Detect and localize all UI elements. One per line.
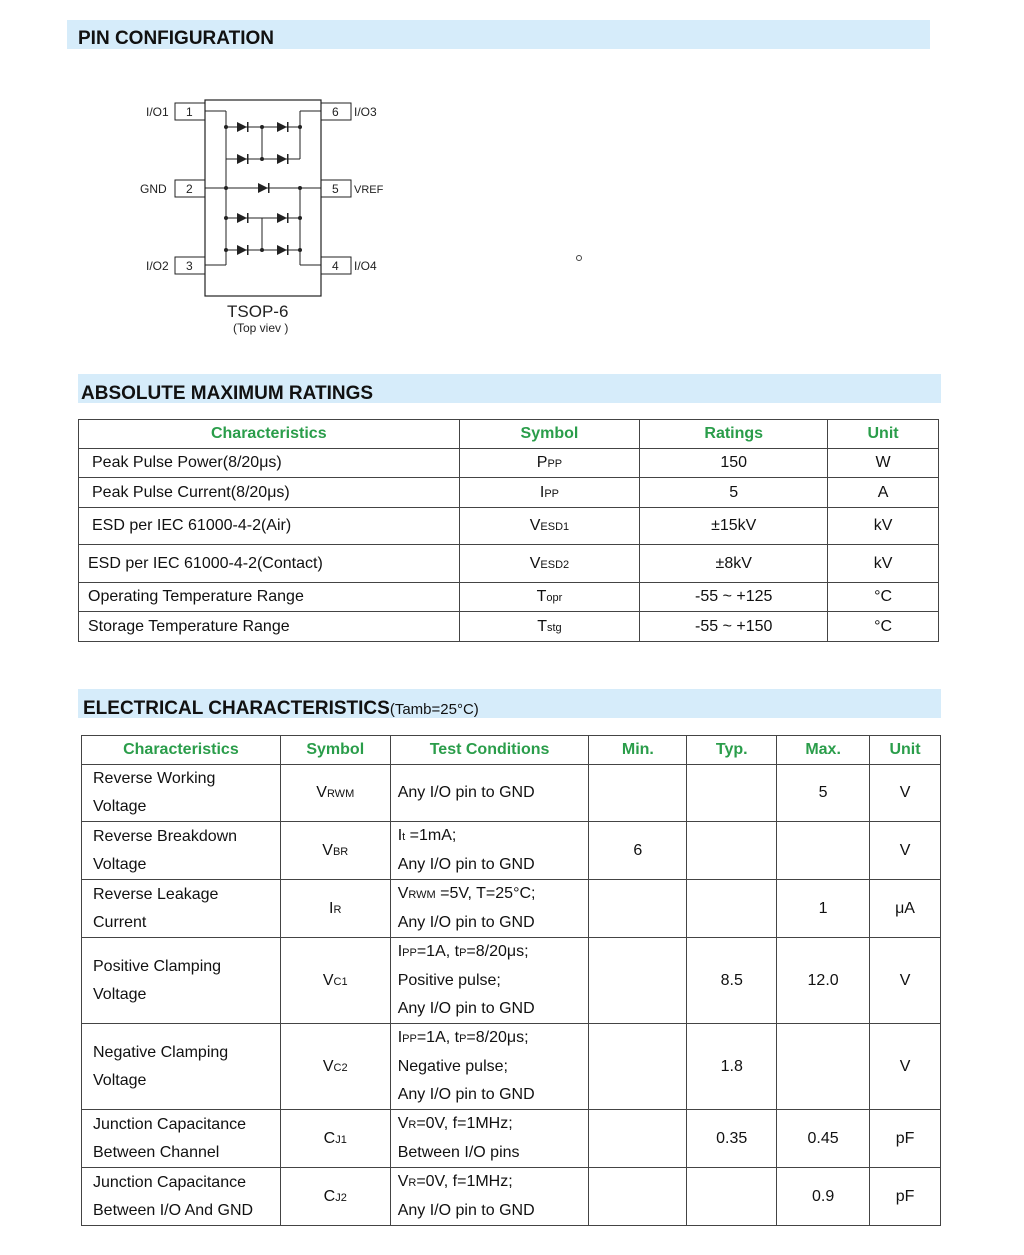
max-cell: 1 — [777, 880, 870, 938]
symbol-cell: IPP — [459, 478, 640, 508]
unit-cell: V — [870, 822, 941, 880]
symbol-subscript: BR — [332, 845, 349, 858]
symbol-cell: Tstg — [459, 612, 640, 642]
symbol-subscript: C2 — [333, 1061, 348, 1074]
ec-header-symbol: Symbol — [280, 736, 390, 765]
char-cell: ESD per IEC 61000-4-2(Contact) — [79, 545, 460, 583]
symbol-cell: VC1 — [280, 938, 390, 1024]
char-cell — [82, 1110, 281, 1168]
char-line: Junction Capacitance — [93, 1115, 246, 1133]
unit-cell: kV — [828, 508, 939, 545]
min-cell — [589, 1168, 687, 1226]
symbol-subscript: PP — [547, 458, 563, 470]
unit-cell: W — [828, 449, 939, 478]
cond-subscript: PP — [402, 947, 417, 959]
symbol-subscript: J1 — [335, 1133, 347, 1146]
max-cell: 0.9 — [777, 1168, 870, 1226]
rating-cell: ±15kV — [640, 508, 828, 545]
abs-row — [79, 449, 939, 478]
symbol-cell: CJ1 — [280, 1110, 390, 1168]
ec-header-typ: Typ. — [687, 736, 777, 765]
cond-line: Between I/O pins — [397, 1144, 520, 1161]
pin-number: 3 — [186, 259, 193, 273]
elec-table — [81, 735, 941, 1226]
elec-title — [83, 698, 479, 720]
char-line: Negative Clamping — [93, 1043, 229, 1061]
min-cell — [589, 1024, 687, 1110]
char-line: Positive Clamping — [93, 957, 222, 975]
abs-max-table — [78, 419, 939, 642]
cond-subscript: t — [402, 831, 406, 843]
symbol-cell: VESD2 — [459, 545, 640, 583]
pin-label: I/O4 — [354, 259, 377, 273]
cond-cell — [390, 938, 589, 1024]
rating-cell: ±8kV — [640, 545, 828, 583]
cond-subscript: PP — [402, 1033, 417, 1045]
ec-row — [82, 1110, 941, 1168]
stray-dot — [576, 255, 582, 261]
cond-line: VRWM =5V, T=25°C; — [397, 885, 536, 902]
symbol-cell: VESD1 — [459, 508, 640, 545]
symbol-subscript: ESD1 — [540, 521, 570, 533]
cond-line: VR=0V, f=1MHz; — [397, 1115, 513, 1132]
cond-line: Any I/O pin to GND — [397, 1000, 535, 1017]
pin-number: 2 — [186, 182, 193, 196]
pin-diagram — [130, 95, 410, 345]
char-cell: ESD per IEC 61000-4-2(Air) — [79, 508, 460, 545]
symbol-subscript: PP — [544, 487, 560, 500]
symbol-subscript: R — [333, 903, 342, 916]
max-cell: 5 — [777, 765, 870, 822]
char-line: Voltage — [93, 1071, 147, 1089]
symbol-cell: VC2 — [280, 1024, 390, 1110]
ec-row — [82, 880, 941, 938]
package-view: (Top viev ) — [233, 321, 289, 335]
char-cell: Peak Pulse Current(8/20μs) — [79, 478, 460, 508]
ec-header-char: Characteristics — [82, 736, 281, 765]
ec-row — [82, 822, 941, 880]
abs-row — [79, 508, 939, 545]
ec-row — [82, 1024, 941, 1110]
char-line: Reverse Breakdown — [93, 827, 238, 845]
pin-config-title: PIN CONFIGURATION — [78, 28, 274, 49]
unit-cell: V — [870, 1024, 941, 1110]
char-cell: Storage Temperature Range — [79, 612, 460, 642]
cond-cell — [390, 1024, 589, 1110]
abs-row — [79, 583, 939, 612]
symbol-subscript: ESD2 — [540, 558, 570, 571]
unit-cell: pF — [870, 1110, 941, 1168]
char-line: Between I/O And GND — [93, 1201, 254, 1219]
char-line: Junction Capacitance — [93, 1173, 246, 1191]
char-cell — [82, 938, 281, 1024]
ec-header-min: Min. — [589, 736, 687, 765]
pin-label: VREF — [354, 184, 384, 196]
abs-header-ratings: Ratings — [640, 420, 828, 449]
max-cell: 12.0 — [777, 938, 870, 1024]
abs-header-unit: Unit — [828, 420, 939, 449]
max-cell: 0.45 — [777, 1110, 870, 1168]
max-cell — [777, 1024, 870, 1110]
unit-cell: μA — [870, 880, 941, 938]
min-cell — [589, 1110, 687, 1168]
char-cell — [82, 880, 281, 938]
abs-row — [79, 478, 939, 508]
typ-cell — [687, 880, 777, 938]
unit-cell: °C — [828, 612, 939, 642]
cond-line: IPP=1A, tP=8/20μs; — [397, 943, 529, 960]
cond-subscript: R — [408, 1119, 417, 1131]
cond-cell — [390, 1168, 589, 1226]
char-cell — [82, 1168, 281, 1226]
char-cell: Operating Temperature Range — [79, 583, 460, 612]
cond-line: Any I/O pin to GND — [397, 914, 535, 931]
cond-cell — [390, 1110, 589, 1168]
symbol-subscript: stg — [547, 621, 562, 634]
char-line: Reverse Working — [93, 770, 216, 787]
unit-cell: V — [870, 765, 941, 822]
pin-label: I/O2 — [146, 259, 169, 273]
pin-label: I/O3 — [354, 105, 377, 119]
symbol-cell: CJ2 — [280, 1168, 390, 1226]
ec-row — [82, 938, 941, 1024]
abs-header-char: Characteristics — [79, 420, 460, 449]
typ-cell: 0.35 — [687, 1110, 777, 1168]
pin-number: 5 — [332, 182, 339, 196]
symbol-subscript: J2 — [335, 1191, 347, 1204]
cond-cell — [390, 822, 589, 880]
cond-line: IPP=1A, tP=8/20μs; — [397, 1029, 529, 1046]
symbol-cell: VBR — [280, 822, 390, 880]
pin-number: 4 — [332, 259, 339, 273]
char-cell — [82, 765, 281, 822]
min-cell — [589, 938, 687, 1024]
cond-cell — [390, 765, 589, 822]
pin-label: GND — [140, 182, 167, 196]
char-line: Between Channel — [93, 1143, 220, 1161]
char-cell — [82, 1024, 281, 1110]
typ-cell: 1.8 — [687, 1024, 777, 1110]
pin-label: I/O1 — [146, 105, 169, 119]
symbol-subscript: RWM — [326, 788, 355, 800]
symbol-subscript: C1 — [333, 975, 348, 988]
cond-line: VR=0V, f=1MHz; — [397, 1173, 513, 1190]
cond-line: Any I/O pin to GND — [397, 1086, 535, 1103]
char-line: Current — [93, 913, 147, 931]
char-line: Voltage — [93, 855, 147, 873]
unit-cell: A — [828, 478, 939, 508]
cond-subscript: RWM — [408, 889, 436, 901]
abs-max-title: ABSOLUTE MAXIMUM RATINGS — [81, 383, 374, 404]
symbol-cell: IR — [280, 880, 390, 938]
rating-cell: 5 — [640, 478, 828, 508]
cond-line: Any I/O pin to GND — [397, 784, 535, 801]
unit-cell: kV — [828, 545, 939, 583]
pin-number: 6 — [332, 105, 339, 119]
cond-line: Negative pulse; — [397, 1058, 508, 1075]
unit-cell: °C — [828, 583, 939, 612]
ec-row — [82, 1168, 941, 1226]
cond-cell — [390, 880, 589, 938]
abs-row — [79, 545, 939, 583]
rating-cell: -55 ~ +125 — [640, 583, 828, 612]
abs-header-symbol: Symbol — [459, 420, 640, 449]
typ-cell — [687, 1168, 777, 1226]
typ-cell — [687, 765, 777, 822]
char-line: Voltage — [93, 985, 147, 1003]
char-cell — [82, 822, 281, 880]
typ-cell: 8.5 — [687, 938, 777, 1024]
cond-subscript: P — [459, 1033, 467, 1045]
min-cell — [589, 765, 687, 822]
symbol-subscript: opr — [546, 592, 563, 604]
unit-cell: pF — [870, 1168, 941, 1226]
char-line: Voltage — [93, 798, 147, 815]
abs-row — [79, 612, 939, 642]
elec-title-main: ELECTRICAL CHARACTERISTICS — [83, 698, 390, 719]
cond-subscript: R — [408, 1177, 417, 1189]
unit-cell: V — [870, 938, 941, 1024]
symbol-cell: PPP — [459, 449, 640, 478]
max-cell — [777, 822, 870, 880]
char-line: Reverse Leakage — [93, 885, 219, 903]
min-cell: 6 — [589, 822, 687, 880]
ec-row — [82, 765, 941, 822]
cond-line: Any I/O pin to GND — [397, 1202, 535, 1219]
ec-header-max: Max. — [777, 736, 870, 765]
ec-header-unit: Unit — [870, 736, 941, 765]
rating-cell: 150 — [640, 449, 828, 478]
symbol-cell: Topr — [459, 583, 640, 612]
pin-number: 1 — [186, 105, 193, 119]
rating-cell: -55 ~ +150 — [640, 612, 828, 642]
package-name: TSOP-6 — [227, 302, 289, 321]
char-cell: Peak Pulse Power(8/20μs) — [79, 449, 460, 478]
cond-subscript: P — [459, 947, 467, 959]
ec-header-cond: Test Conditions — [390, 736, 589, 765]
cond-line: Any I/O pin to GND — [397, 856, 535, 873]
cond-line: Positive pulse; — [397, 972, 501, 989]
elec-title-suffix: (Tamb=25°C) — [389, 701, 479, 718]
typ-cell — [687, 822, 777, 880]
min-cell — [589, 880, 687, 938]
cond-line: It =1mA; — [397, 827, 457, 844]
symbol-cell: VRWM — [280, 765, 390, 822]
